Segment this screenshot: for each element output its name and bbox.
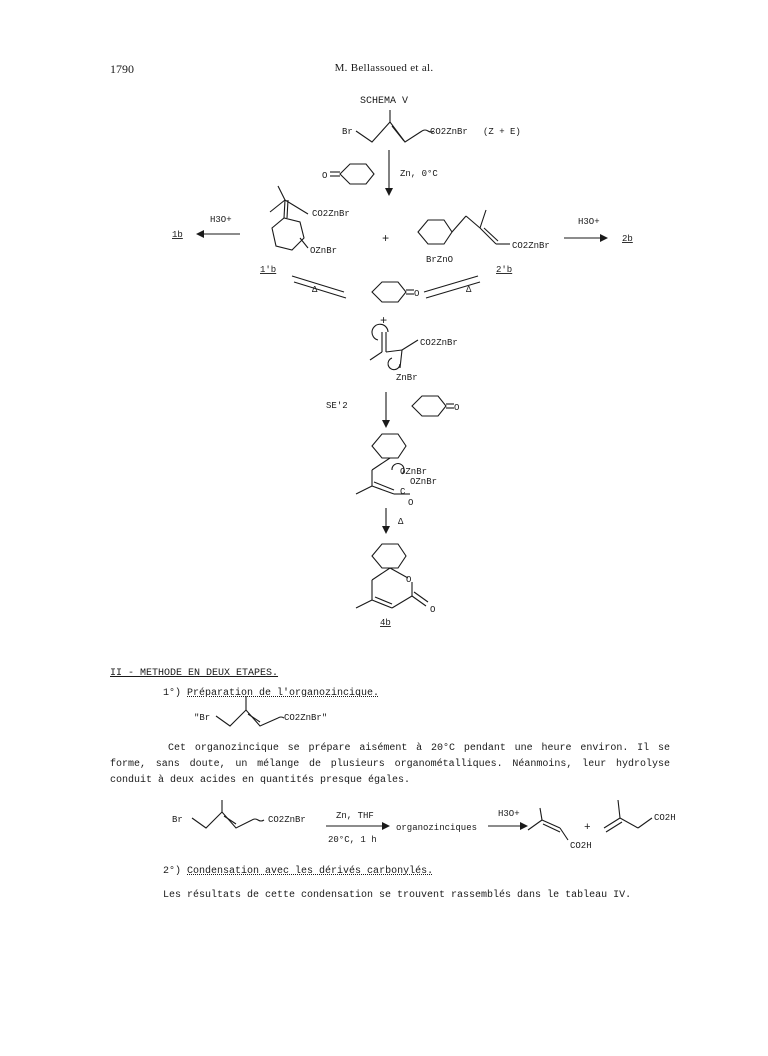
intermediate-group2: ZnBr <box>396 373 418 383</box>
final-carbonyl-o: O <box>430 605 436 615</box>
subsection-2-title: Condensation avec les dérivés carbonylés. <box>187 866 434 877</box>
left-product-group1: CO2ZnBr <box>312 209 350 219</box>
delta-bottom: Δ <box>398 517 404 527</box>
product2-structure <box>604 800 652 832</box>
ring-oxygen-center: O <box>414 289 420 299</box>
delta-left: Δ <box>312 285 318 295</box>
right-product-group1: CO2ZnBr <box>512 241 550 251</box>
formula-br: "Br <box>194 713 211 723</box>
reagent-bottom: 20°C, 1 h <box>328 835 377 845</box>
subsection-1-title: Préparation de l'organozincique. <box>187 688 380 699</box>
intermediate-group1: CO2ZnBr <box>420 338 458 348</box>
closing-sentence: Les résultats de cette condensation se trouvent rassemblés dans le tableau IV. <box>163 890 632 901</box>
top-reagent-note: (Z + E) <box>483 127 521 137</box>
equilibrium-right <box>424 276 480 298</box>
reaction-hydrolysis: H3O+ <box>498 809 520 819</box>
subsection-1 <box>163 688 379 699</box>
cyclic-group1: OZnBr <box>400 467 428 477</box>
left-product-structure <box>270 186 308 250</box>
intermediate-charge: + <box>380 314 388 328</box>
product1-group: CO2H <box>570 841 592 851</box>
reaction-br: Br <box>172 815 183 825</box>
page-number: 1790 <box>110 62 134 76</box>
final-product-label: 4b <box>380 618 391 628</box>
left-hydrolysis-reagent: H3O+ <box>210 215 232 225</box>
ring-oxygen-side: O <box>454 403 460 413</box>
left-product-group2: OZnBr <box>310 246 338 256</box>
ketone-oxygen-top: O <box>322 171 328 181</box>
plus-sign-top: + <box>382 232 390 246</box>
cyclohexanone-side <box>412 396 454 416</box>
left-product-label: 1'b <box>260 265 277 275</box>
right-hydrolysis-reagent: H3O+ <box>578 217 600 227</box>
cyclic-group2: OZnBr <box>410 477 438 487</box>
arrow-down-label: Zn, 0°C <box>400 169 438 179</box>
intermediate-structure <box>370 324 418 369</box>
right-product-label: 2'b <box>496 265 513 275</box>
product1-structure <box>528 808 568 840</box>
top-reagent-br: Br <box>342 127 353 137</box>
formula-structure <box>216 696 284 726</box>
reaction-plus: + <box>584 822 591 834</box>
reaction-reactant-group: CO2ZnBr <box>268 815 306 825</box>
equilibrium-left <box>292 276 346 298</box>
body-paragraph <box>110 741 670 789</box>
reaction-reactant-structure <box>192 800 264 828</box>
subsection-2 <box>163 866 433 877</box>
running-head: M. Bellassoued et al. <box>334 62 434 74</box>
section-heading: II - METHODE EN DEUX ETAPES. <box>110 668 279 679</box>
final-ring-o: O <box>406 575 412 585</box>
paragraph-text: Cet organozincique se prépare aisément à 20°C pendant une heure environ. Il se forme, sans doute, un mélange de plusieurs organométalliques. Néanmoins, leur hydrolyse conduit à deux acides en quantités presque égales. <box>110 743 670 786</box>
cyclic-atom-c: C <box>400 487 406 497</box>
right-product-group2: BrZnO <box>426 255 454 265</box>
cyclohexanone-center <box>372 282 414 302</box>
product2-group: CO2H <box>654 813 676 823</box>
cyclohexanone-top <box>330 164 374 184</box>
left-hydrolysis-product: 1b <box>172 230 183 240</box>
delta-right: Δ <box>466 285 472 295</box>
right-product-structure <box>418 210 510 244</box>
scheme-title: SCHEMA V <box>359 96 408 107</box>
formula-group: CO2ZnBr" <box>284 713 328 723</box>
subsection-1-number: 1°) <box>163 688 182 699</box>
reaction-intermediate: organozinciques <box>396 823 478 833</box>
se-label: SE'2 <box>326 401 348 411</box>
subsection-2-number: 2°) <box>163 866 182 877</box>
right-hydrolysis-product: 2b <box>622 234 633 244</box>
reagent-top: Zn, THF <box>336 811 374 821</box>
final-product-structure <box>356 544 428 608</box>
cyclic-atom-o: O <box>408 498 414 508</box>
top-reagent-structure <box>356 110 434 142</box>
cyclic-intermediate-structure <box>356 434 410 494</box>
top-reagent-group: CO2ZnBr <box>430 127 468 137</box>
